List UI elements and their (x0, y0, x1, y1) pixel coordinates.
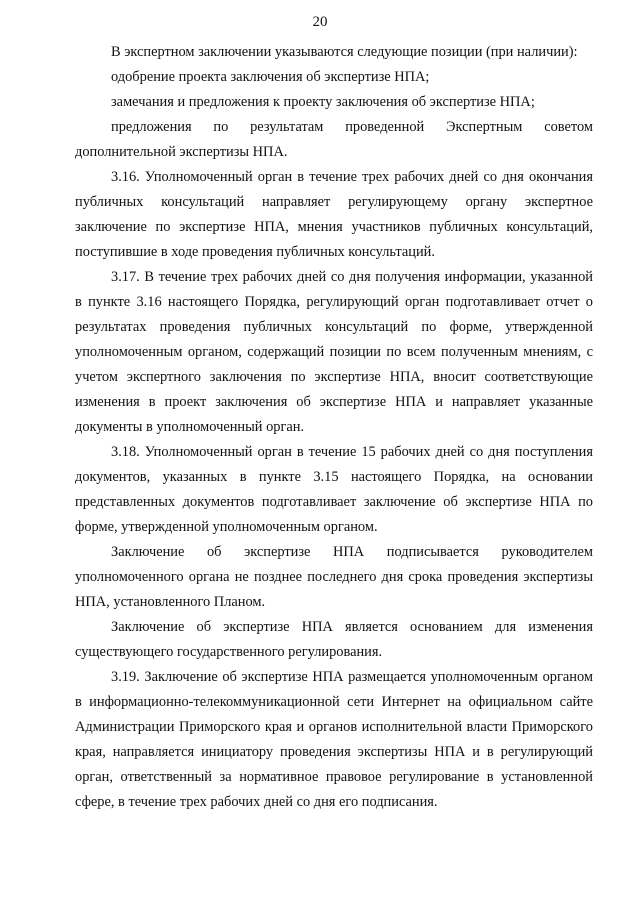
paragraph-3-19: 3.19. Заключение об экспертизе НПА размещается уполномоченным органом в информационно-телекоммуникационной сети Интернет на официальном сайте Администрации Приморского края и органов исполнительной власти Приморского края, направляется инициатору проведения экспертизы НПА и в регулирующий орган, ответственный за нормативное правовое регулирование в установленной сфере, в течение трех рабочих дней со дня его подписания. (75, 669, 593, 810)
paragraph-3-16: 3.16. Уполномоченный орган в течение трех рабочих дней со дня окончания публичных консультаций направляет регулирующему органу экспертное заключение по экспертизе НПА, мнения участников публичных консультаций, поступившие в ходе проведения публичных консультаций. (75, 169, 593, 260)
paragraph-approval-item: одобрение проекта заключения об экспертизе НПА; (111, 69, 430, 85)
paragraph-basis: Заключение об экспертизе НПА является основанием для изменения существующего государственного регулирования. (75, 619, 593, 660)
paragraph-3-18: 3.18. Уполномоченный орган в течение 15 рабочих дней со дня поступления документов, указанных в пункте 3.15 настоящего Порядка, на основании представленных документов подготавливает заключение об экспертизе НПА по форме, утвержденной уполномоченным органом. (75, 444, 593, 535)
paragraph-remarks-item: замечания и предложения к проекту заключения об экспертизе НПА; (111, 94, 535, 110)
paragraph-signing: Заключение об экспертизе НПА подписывается руководителем уполномоченного органа не позднее последнего дня срока проведения экспертизы НПА, установленного Планом. (75, 544, 593, 610)
paragraph-expert-conclusion-positions: В экспертном заключении указываются следующие позиции (при наличии): (111, 44, 578, 60)
paragraph-proposals-item: предложения по результатам проведенной Экспертным советом дополнительной экспертизы НПА. (75, 119, 593, 160)
page-number: 20 (312, 14, 328, 30)
document-body (75, 40, 593, 815)
paragraph-3-17: 3.17. В течение трех рабочих дней со дня получения информации, указанной в пункте 3.16 настоящего Порядка, регулирующий орган подготавливает отчет о результатах проведения публичных консультаций по форме, утвержденной уполномоченным органом, содержащий позиции по всем полученным мнениям, с учетом экспертного заключения по экспертизе НПА, вносит соответствующие изменения в проект заключения об экспертизе НПА и направляет указанные документы в уполномоченный орган. (75, 269, 593, 435)
